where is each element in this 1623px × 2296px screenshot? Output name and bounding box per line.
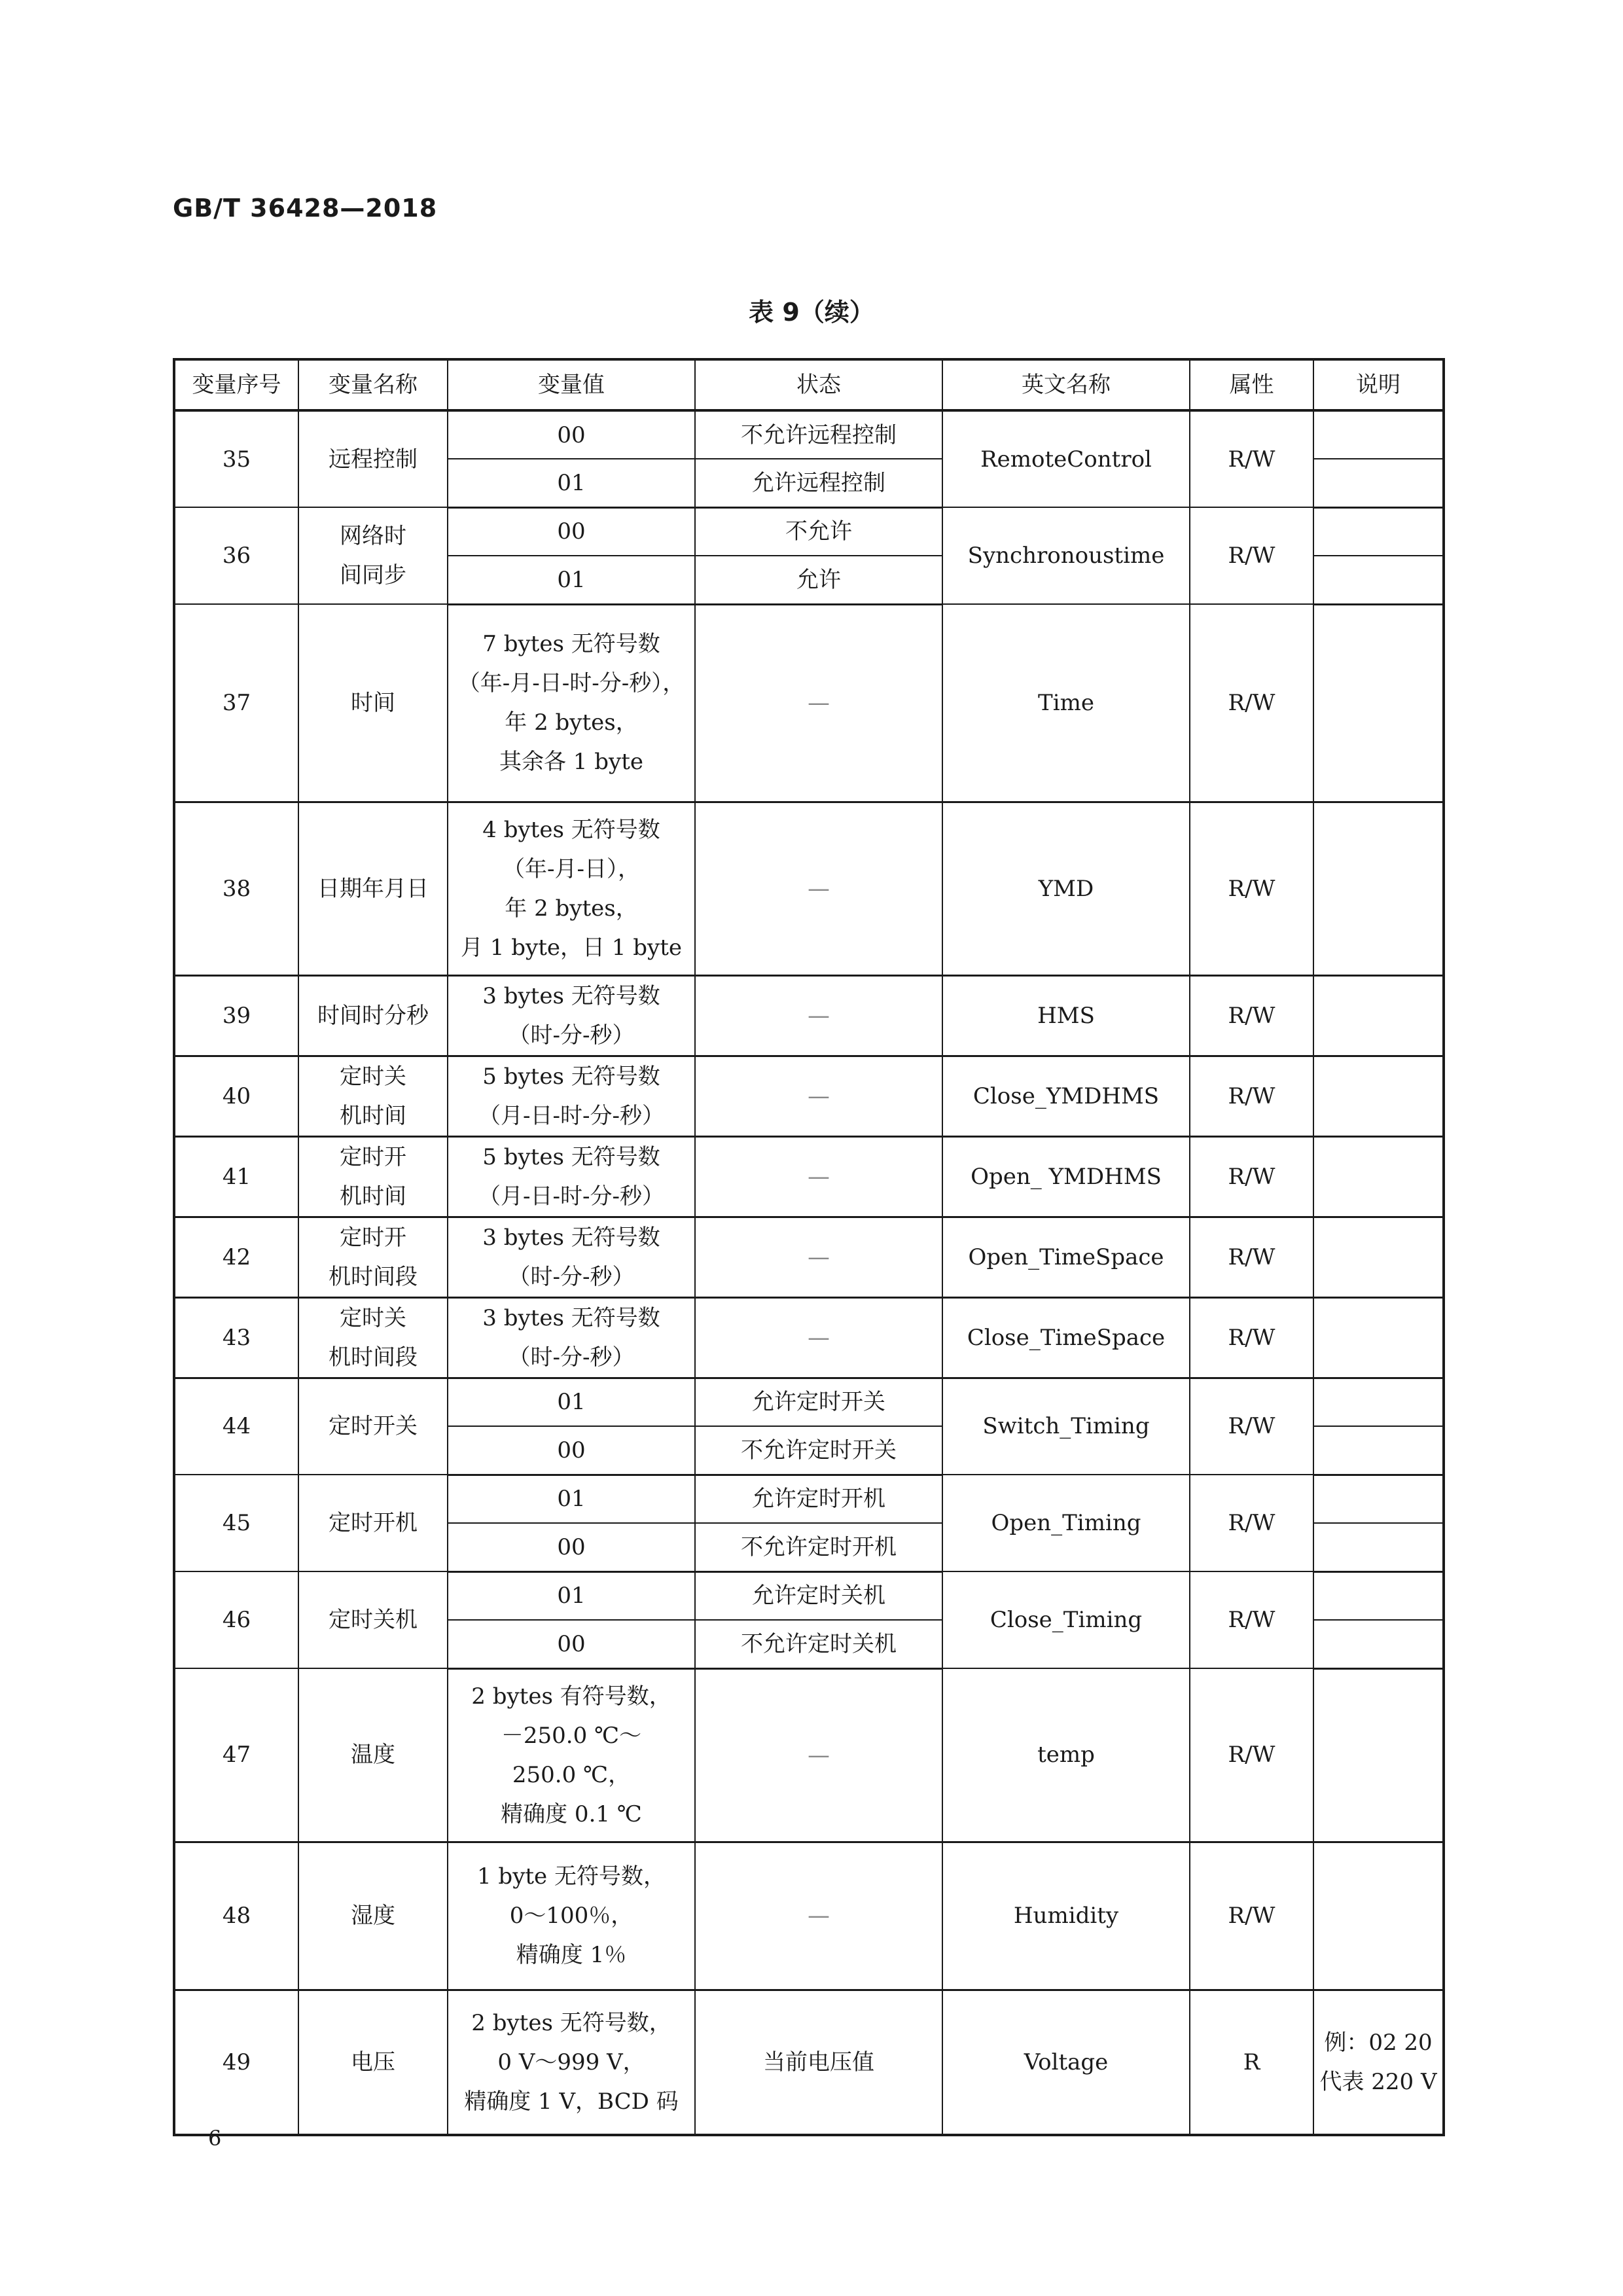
variable-state-text: — (808, 1324, 830, 1351)
table-row (174, 1056, 1444, 1136)
variable-name-text: 定时开机 (329, 1510, 418, 1536)
note (1313, 604, 1444, 802)
variable-number-text: 37 (222, 689, 251, 716)
english-name-text: YMD (1038, 875, 1094, 902)
english-name-text: RemoteControl (980, 446, 1152, 473)
variable-value-text: 2 bytes 有符号数， －250.0 ℃～ 250.0 ℃， 精确度 0.1 ℃ (471, 1683, 671, 1827)
variable-number-text: 44 (222, 1413, 251, 1440)
variable-number (174, 1668, 298, 1842)
note (1313, 1136, 1444, 1217)
table-row (174, 802, 1444, 975)
variable-number-text: 49 (222, 2049, 251, 2075)
variable-value-text: 00 (557, 1437, 586, 1463)
column-header: 英文名称 (942, 359, 1190, 410)
variable-number (174, 1217, 298, 1297)
variable-state (695, 1668, 942, 1842)
variable-state (695, 1842, 942, 1990)
attribute (1190, 1668, 1313, 1842)
variable-name-text: 定时开 机时间 (340, 1143, 406, 1210)
variable-name-text: 日期年月日 (317, 875, 429, 902)
attribute-text: R/W (1228, 1742, 1275, 1768)
variable-value (448, 507, 695, 556)
note (1313, 1990, 1444, 2135)
variable-state-text: — (808, 1002, 830, 1029)
attribute-text: R/W (1228, 446, 1275, 473)
variable-number-text: 39 (222, 1002, 251, 1029)
note (1313, 1475, 1444, 1523)
variable-name-text: 远程控制 (329, 446, 418, 473)
variable-state (695, 410, 942, 459)
variable-state (695, 1217, 942, 1297)
english-name (942, 1297, 1190, 1378)
attribute-text: R/W (1228, 1244, 1275, 1270)
attribute-text: R/W (1228, 875, 1275, 902)
attribute-text: R/W (1228, 689, 1275, 716)
english-name-text: Close_YMDHMS (972, 1083, 1160, 1109)
variable-state (695, 1056, 942, 1136)
variable-value-text: 00 (557, 1630, 586, 1657)
attribute-text: R/W (1228, 1413, 1275, 1440)
variable-state (695, 1426, 942, 1475)
note (1313, 1056, 1444, 1136)
variable-number-text: 36 (222, 543, 251, 569)
variable-value-text: 1 byte 无符号数， 0～100％， 精确度 1％ (476, 1863, 666, 1968)
english-name (942, 1217, 1190, 1297)
variable-state (695, 507, 942, 556)
variable-name (298, 1571, 448, 1668)
attribute (1190, 1217, 1313, 1297)
attribute (1190, 1056, 1313, 1136)
variable-name-text: 定时关 机时间段 (329, 1304, 418, 1371)
variable-state (695, 1475, 942, 1523)
attribute-text: R/W (1228, 1163, 1275, 1190)
attribute-text: R/W (1228, 1607, 1275, 1633)
english-name-text: Open_TimeSpace (968, 1244, 1164, 1270)
variable-number (174, 1990, 298, 2135)
attribute (1190, 802, 1313, 975)
variable-name-text: 定时关机 (329, 1607, 418, 1633)
note (1313, 1217, 1444, 1297)
table-row (174, 1842, 1444, 1990)
table-header-row (174, 359, 1444, 410)
english-name-text: Open_ YMDHMS (971, 1163, 1162, 1190)
note (1313, 507, 1444, 556)
variable-name-text: 电压 (351, 2049, 395, 2075)
english-name (942, 1668, 1190, 1842)
english-name-text: HMS (1037, 1002, 1095, 1029)
english-name (942, 1842, 1190, 1990)
variable-name (298, 507, 448, 604)
variable-state-text: 允许 (796, 566, 841, 593)
column-header: 说明 (1313, 359, 1444, 410)
variable-value-text: 7 bytes 无符号数 （年-月-日-时-分-秒）， 年 2 bytes， 其余各 1 byte (457, 631, 685, 775)
variable-value (448, 1217, 695, 1297)
variable-value (448, 1056, 695, 1136)
attribute-text: R/W (1228, 1510, 1275, 1536)
english-name-text: Close_TimeSpace (967, 1324, 1166, 1351)
table-row (174, 1217, 1444, 1297)
variable-name-text: 湿度 (351, 1903, 395, 1929)
variable-name (298, 1842, 448, 1990)
variable-value-text: 01 (557, 1389, 586, 1416)
variable-name (298, 1136, 448, 1217)
variable-name-text: 网络时 间同步 (340, 523, 406, 588)
variable-state-text: 当前电压值 (763, 2049, 874, 2075)
variable-value-text: 4 bytes 无符号数 （年-月-日）， 年 2 bytes， 月 1 byte，日 1 byte (460, 816, 682, 961)
variable-value-text: 00 (557, 518, 586, 545)
variable-number (174, 1297, 298, 1378)
variable-number (174, 1842, 298, 1990)
variable-number (174, 1378, 298, 1475)
variable-number (174, 1136, 298, 1217)
attribute (1190, 604, 1313, 802)
variable-name (298, 1297, 448, 1378)
variable-value-text: 01 (557, 1486, 586, 1513)
english-name-text: Close_Timing (990, 1607, 1143, 1633)
attribute (1190, 1378, 1313, 1475)
variable-name (298, 1056, 448, 1136)
variable-name-text: 定时关 机时间 (340, 1063, 406, 1129)
english-name (942, 1136, 1190, 1217)
column-header: 属性 (1190, 359, 1313, 410)
english-name-text: Time (1038, 689, 1094, 716)
variable-state-text: 不允许定时开机 (741, 1534, 897, 1560)
variable-value (448, 802, 695, 975)
variable-value (448, 1297, 695, 1378)
table-row (174, 1297, 1444, 1378)
variable-value-text: 2 bytes 无符号数， 0 V～999 V， 精确度 1 V，BCD 码 (464, 2009, 679, 2115)
variable-name (298, 802, 448, 975)
variable-state-text: 允许远程控制 (752, 469, 885, 496)
attribute-text: R/W (1228, 1083, 1275, 1109)
english-name (942, 1056, 1190, 1136)
variable-state (695, 1571, 942, 1620)
variable-state-text: — (808, 1742, 830, 1768)
variable-name-text: 温度 (351, 1742, 395, 1768)
english-name-text: Humidity (1013, 1903, 1119, 1929)
variable-number-text: 41 (222, 1163, 251, 1190)
variable-state-text: — (808, 1244, 830, 1270)
variable-value-text: 01 (557, 1583, 586, 1609)
attribute (1190, 507, 1313, 604)
variable-state-text: 不允许定时开关 (741, 1437, 897, 1463)
note (1313, 1378, 1444, 1426)
english-name-text: Synchronoustime (967, 543, 1165, 569)
column-header: 状态 (695, 359, 942, 410)
variable-state-text: 允许定时开关 (752, 1389, 885, 1416)
variable-value (448, 1620, 695, 1668)
variable-state (695, 1297, 942, 1378)
note (1313, 1571, 1444, 1620)
attribute-text: R/W (1228, 1903, 1275, 1929)
variable-value (448, 1571, 695, 1620)
variable-number-text: 43 (222, 1324, 251, 1351)
variable-value (448, 1668, 695, 1842)
variable-table (173, 358, 1445, 2136)
variable-state (695, 1620, 942, 1668)
english-name-text: Voltage (1024, 2049, 1109, 2075)
variable-value-text: 00 (557, 422, 586, 448)
attribute-text: R/W (1228, 543, 1275, 569)
variable-state-text: — (808, 1083, 830, 1109)
note (1313, 1668, 1444, 1842)
note (1313, 1426, 1444, 1475)
english-name-text: Switch_Timing (982, 1413, 1150, 1440)
english-name (942, 604, 1190, 802)
note (1313, 410, 1444, 459)
variable-state (695, 459, 942, 507)
note (1313, 1297, 1444, 1378)
attribute (1190, 975, 1313, 1056)
standard-code: GB/T 36428—2018 (173, 194, 438, 223)
variable-state-text: — (808, 1163, 830, 1190)
table-row (174, 1378, 1444, 1426)
table-row (174, 1990, 1444, 2135)
note (1313, 1523, 1444, 1571)
variable-number-text: 48 (222, 1903, 251, 1929)
variable-name (298, 410, 448, 507)
variable-name (298, 1668, 448, 1842)
variable-value (448, 459, 695, 507)
table-row (174, 1668, 1444, 1842)
table-row (174, 410, 1444, 459)
attribute (1190, 1475, 1313, 1571)
variable-state (695, 1378, 942, 1426)
variable-number (174, 1475, 298, 1571)
english-name (942, 1990, 1190, 2135)
variable-value (448, 556, 695, 604)
variable-state-text: — (808, 690, 830, 716)
column-header: 变量序号 (174, 359, 298, 410)
note (1313, 1620, 1444, 1668)
variable-name (298, 1378, 448, 1475)
variable-state (695, 975, 942, 1056)
variable-number-text: 38 (222, 875, 251, 902)
variable-number (174, 1056, 298, 1136)
attribute (1190, 1297, 1313, 1378)
variable-name (298, 975, 448, 1056)
english-name (942, 410, 1190, 507)
variable-name-text: 定时开关 (329, 1413, 418, 1440)
note (1313, 556, 1444, 604)
variable-name-text: 时间 (351, 689, 395, 716)
variable-value-text: 3 bytes 无符号数 （时-分-秒） (482, 982, 660, 1049)
english-name (942, 1475, 1190, 1571)
variable-state-text: — (808, 875, 830, 902)
variable-value (448, 1426, 695, 1475)
page-number: 6 (208, 2126, 222, 2151)
english-name-text: Open_Timing (991, 1510, 1141, 1536)
variable-number (174, 975, 298, 1056)
english-name (942, 975, 1190, 1056)
variable-number-text: 46 (222, 1607, 251, 1633)
attribute (1190, 1571, 1313, 1668)
note-text: 例：02 20 代表 220 V (1319, 2029, 1437, 2095)
column-header: 变量名称 (298, 359, 448, 410)
variable-state-text: 不允许定时关机 (741, 1630, 897, 1657)
variable-value (448, 1475, 695, 1523)
variable-value (448, 1378, 695, 1426)
note (1313, 459, 1444, 507)
variable-number-text: 40 (222, 1083, 251, 1109)
variable-value-text: 3 bytes 无符号数 （时-分-秒） (482, 1304, 660, 1371)
english-name (942, 1378, 1190, 1475)
variable-state (695, 556, 942, 604)
variable-value (448, 1990, 695, 2135)
variable-name-text: 定时开 机时间段 (329, 1224, 418, 1290)
english-name-text: temp (1037, 1742, 1095, 1768)
variable-number-text: 35 (222, 446, 251, 473)
note (1313, 975, 1444, 1056)
variable-value (448, 1523, 695, 1571)
english-name (942, 507, 1190, 604)
table-row (174, 975, 1444, 1056)
table-row (174, 1475, 1444, 1523)
column-header: 变量值 (448, 359, 695, 410)
variable-value (448, 1136, 695, 1217)
variable-state (695, 604, 942, 802)
variable-state-text: — (808, 1903, 830, 1929)
english-name (942, 1571, 1190, 1668)
variable-state (695, 1990, 942, 2135)
variable-number (174, 604, 298, 802)
variable-value (448, 1842, 695, 1990)
variable-number (174, 507, 298, 604)
variable-state (695, 1523, 942, 1571)
variable-value-text: 5 bytes 无符号数 （月-日-时-分-秒） (478, 1143, 664, 1210)
variable-number (174, 802, 298, 975)
variable-name-text: 时间时分秒 (317, 1002, 429, 1029)
table-title: 表 9（续） (749, 298, 874, 327)
variable-value-text: 3 bytes 无符号数 （时-分-秒） (482, 1224, 660, 1290)
variable-value (448, 410, 695, 459)
note (1313, 802, 1444, 975)
variable-number (174, 1571, 298, 1668)
variable-number-text: 47 (222, 1742, 251, 1768)
attribute (1190, 1842, 1313, 1990)
variable-state-text: 不允许 (785, 518, 852, 545)
variable-value (448, 604, 695, 802)
english-name (942, 802, 1190, 975)
attribute-text: R/W (1228, 1002, 1275, 1029)
variable-number-text: 42 (222, 1244, 251, 1270)
variable-value-text: 5 bytes 无符号数 （月-日-时-分-秒） (478, 1063, 664, 1129)
attribute (1190, 410, 1313, 507)
attribute (1190, 1136, 1313, 1217)
variable-name (298, 1217, 448, 1297)
variable-state (695, 802, 942, 975)
table-row (174, 1136, 1444, 1217)
attribute-text: R/W (1228, 1324, 1275, 1351)
variable-value-text: 01 (557, 566, 586, 593)
variable-state-text: 允许定时关机 (752, 1583, 885, 1609)
variable-name (298, 1475, 448, 1571)
variable-name (298, 1990, 448, 2135)
variable-value-text: 01 (557, 469, 586, 496)
variable-number (174, 410, 298, 507)
table-row (174, 604, 1444, 802)
note (1313, 1842, 1444, 1990)
table-row (174, 1571, 1444, 1620)
attribute-text: R (1243, 2049, 1260, 2075)
attribute (1190, 1990, 1313, 2135)
variable-state-text: 允许定时开机 (752, 1486, 885, 1513)
table-row (174, 507, 1444, 556)
variable-state-text: 不允许远程控制 (741, 422, 897, 448)
variable-name (298, 604, 448, 802)
variable-value-text: 00 (557, 1534, 586, 1560)
variable-value (448, 975, 695, 1056)
variable-number-text: 45 (222, 1510, 251, 1536)
variable-state (695, 1136, 942, 1217)
